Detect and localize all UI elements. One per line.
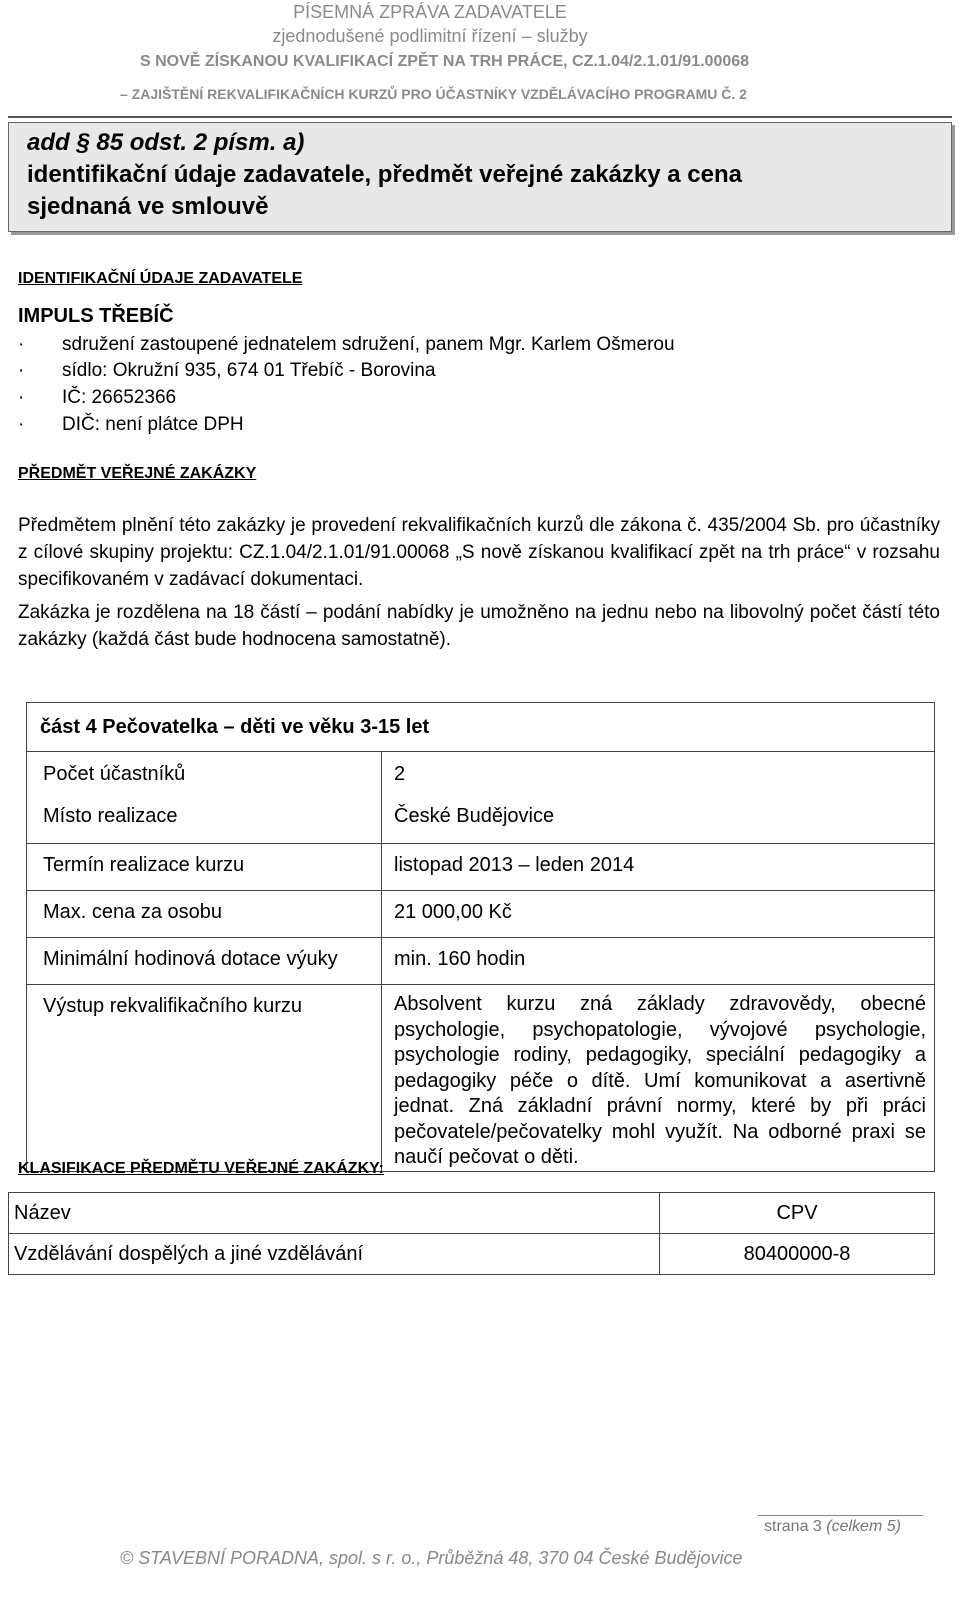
classification-heading: KLASIFIKACE PŘEDMĚTU VEŘEJNÉ ZAKÁZKY: xyxy=(18,1160,384,1177)
row-value: 2 xyxy=(394,763,406,785)
footer-divider xyxy=(758,1515,923,1516)
row-label: Minimální hodinová dotace výuky xyxy=(43,948,338,970)
row-label: Termín realizace kurzu xyxy=(43,854,245,876)
part-table xyxy=(26,702,935,1172)
footer-company: © STAVEBNÍ PORADNA, spol. s r. o., Průběžná 48, 370 04 České Budějovice xyxy=(120,1548,743,1568)
row-label: Místo realizace xyxy=(43,805,178,827)
identification-heading: IDENTIFIKAČNÍ ÚDAJE ZADAVATELE xyxy=(18,270,303,287)
header-line-2: zjednodušené podlimitní řízení – služby xyxy=(272,26,588,46)
subject-paragraph-1: Předmětem plnění této zakázky je provedení rekvalifikačních kurzů dle zákona č. 435/2004 Sb. pro účastníky z cílové skupiny projektu: CZ.1.04/2.1.01/91.00068 „S nově získanou kvalifikací zpět na trh práce“ v rozsahu specifikovaném v zadávací dokumentaci. xyxy=(18,515,940,590)
bullet-icon: · xyxy=(18,360,25,381)
row-value: Absolvent kurzu zná základy zdravovědy, obecné psychologie, psychopatologie, vývojové psychologie, psychologie rodiny, pedagogiky, speciální pedagogiky a pedagogiky péče o dítě. Umí komunikovat a asertivně jednat. Zná základní právní normy, které by při práci pečovatele/pečovatelky mohl využít. Na odborné praxi se naučí pečovat o děti. xyxy=(394,993,926,1168)
title-line-1: add § 85 odst. 2 písm. a) xyxy=(27,129,305,156)
classification-table xyxy=(8,1192,935,1275)
header-line-1: PÍSEMNÁ ZPRÁVA ZADAVATELE xyxy=(293,2,567,22)
contracting-authority-name: IMPULS TŘEBÍČ xyxy=(18,305,174,327)
table-row xyxy=(27,844,935,891)
row-value: České Budějovice xyxy=(394,805,555,827)
part-title: část 4 Pečovatelka – děti ve věku 3-15 let xyxy=(40,716,430,738)
title-line-2: identifikační údaje zadavatele, předmět veřejné zakázky a cena xyxy=(27,161,742,188)
row-label: Výstup rekvalifikačního kurzu xyxy=(43,995,303,1017)
table-row xyxy=(27,938,935,985)
bullet-icon: · xyxy=(18,334,25,355)
table-header-row xyxy=(9,1193,935,1234)
classification-cpv: 80400000-8 xyxy=(743,1242,851,1265)
table-row xyxy=(27,985,935,1172)
subject-heading: PŘEDMĚT VEŘEJNÉ ZAKÁZKY xyxy=(18,465,257,482)
column-header-name: Název xyxy=(14,1201,71,1224)
table-row xyxy=(9,1234,935,1275)
classification-name: Vzdělávání dospělých a jiné vzdělávání xyxy=(14,1242,364,1265)
row-label: Max. cena za osobu xyxy=(43,901,222,923)
table-row xyxy=(27,752,935,798)
page-number: strana 3 (celkem 5) xyxy=(764,1518,901,1535)
table-row xyxy=(27,891,935,938)
bullet-icon: · xyxy=(18,387,25,408)
header-line-3: S NOVĚ ZÍSKANOU KVALIFIKACÍ ZPĚT NA TRH PRÁCE, CZ.1.04/2.1.01/91.00068 xyxy=(140,53,750,70)
table-row xyxy=(27,797,935,844)
bullet-icon: · xyxy=(18,414,25,435)
subject-paragraph-2: Zakázka je rozdělena na 18 částí – podání nabídky je umožněno na jednu nebo na libovolný počet částí této zakázky (každá část bude hodnocena samostatně). xyxy=(18,602,940,650)
row-value: listopad 2013 – leden 2014 xyxy=(394,854,635,876)
title-line-3: sjednaná ve smlouvě xyxy=(27,193,269,220)
header-divider xyxy=(8,116,952,118)
row-value: 21 000,00 Kč xyxy=(394,901,512,923)
header-line-4: – ZAJIŠTĚNÍ REKVALIFIKAČNÍCH KURZŮ PRO ÚČASTNÍKY VZDĚLÁVACÍHO PROGRAMU Č. 2 xyxy=(120,86,747,102)
section-title-box xyxy=(8,122,952,232)
row-label: Počet účastníků xyxy=(43,763,186,785)
row-value: min. 160 hodin xyxy=(394,948,526,970)
column-header-cpv: CPV xyxy=(776,1201,818,1224)
